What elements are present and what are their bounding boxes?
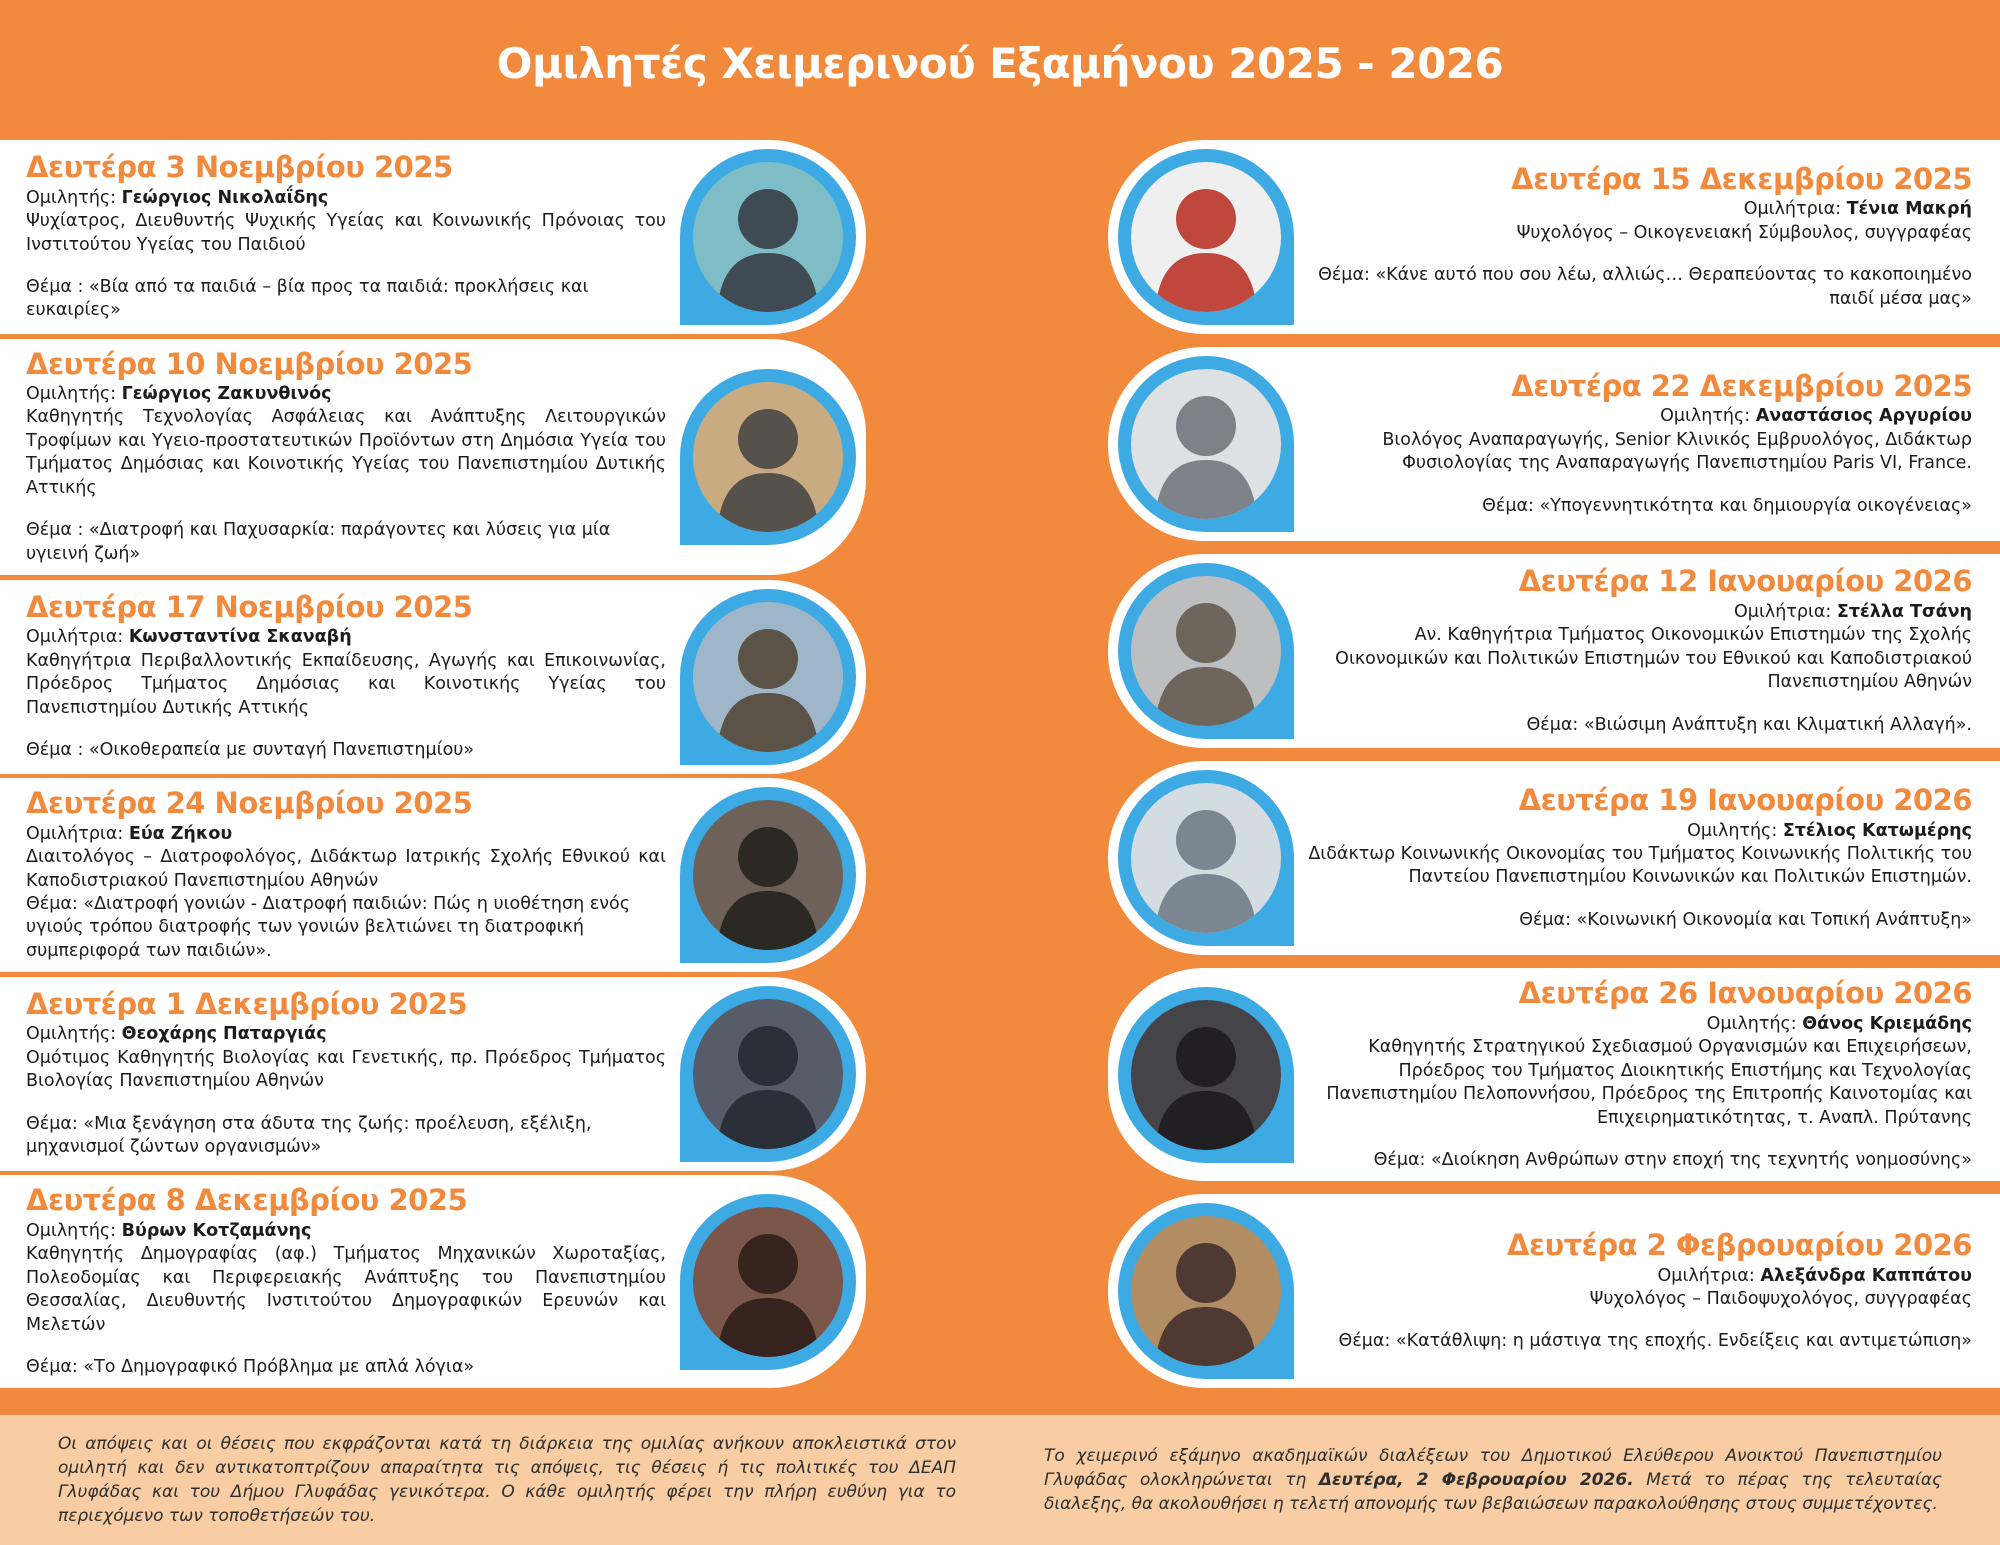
speaker-line: [1308, 405, 1972, 428]
speaker-label: Ομιλητής:: [1660, 406, 1751, 427]
lecture-date: Δευτέρα 26 Ιανουαρίου 2026: [1518, 976, 1972, 1011]
lecture-theme: Θέμα: «Διατροφή γονιών - Διατροφή παιδιών: Πώς η υιοθέτηση ενός υγιούς τρόπου διατροφής των γονιών βελτιώνει τη διατροφική συμπεριφορά των παιδιών».: [26, 893, 630, 961]
lecture-date: Δευτέρα 3 Νοεμβρίου 2025: [26, 150, 453, 185]
speaker-card: [0, 339, 866, 576]
speaker-bio: Καθηγητής Τεχνολογίας Ασφάλειας και Ανάπτυξης Λειτουργικών Τροφίμων και Υγειο-προστατευτικών Προϊόντων στη Δημόσια Υγεία του Τμήματος Δημόσιας και Κοινοτικής Υγείας του Πανεπιστημίου Δυτικής Αττικής: [26, 407, 666, 498]
person-silhouette-icon: [1131, 369, 1281, 519]
speaker-photo: [1131, 162, 1281, 312]
right-column: [1108, 140, 2000, 1389]
speaker-photo: [693, 602, 843, 752]
speaker-card-text: [1308, 370, 1972, 518]
lecture-date: Δευτέρα 8 Δεκεμβρίου 2025: [26, 1183, 468, 1218]
speaker-photo-bubble: [1118, 149, 1294, 325]
lecture-theme: Θέμα: «Κοινωνική Οικονομία και Τοπική Ανάπτυξη»: [1519, 909, 1972, 930]
speaker-bio: Βιολόγος Αναπαραγωγής, Senior Κλινικός Εμβρυολόγος, Διδάκτωρ Φυσιολογίας της Αναπαραγωγής Πανεπιστημίου Paris VI, France.: [1382, 429, 1972, 474]
speaker-photo: [693, 1207, 843, 1357]
lecture-theme: Θέμα : «Διατροφή και Παχυσαρκία: παράγοντες και λύσεις για μία υγιεινή ζωή»: [26, 520, 611, 564]
speaker-line: [1308, 198, 1972, 221]
speaker-card-text: [1308, 784, 1972, 932]
lecture-date: Δευτέρα 24 Νοεμβρίου 2025: [26, 786, 473, 821]
closing-note-part2: Μετά το πέρας της τελευταίας διαλεξης, θα ακολουθήσει η τελετή απονομής των βεβαιώσεων παρακολούθησης στους συμμετέχοντες.: [1044, 1469, 1942, 1514]
speaker-card: [0, 977, 866, 1171]
speaker-label: Ομιλητής:: [1687, 820, 1778, 841]
lecture-theme: Θέμα: «Κατάθλιψη: η μάστιγα της εποχής. Ενδείξεις και αντιμετώπιση»: [1338, 1331, 1972, 1352]
speaker-bio: Ψυχίατρος, Διευθυντής Ψυχικής Υγείας και Κοινωνικής Πρόνοιας του Ινστιτούτου Υγείας του Παιδιού: [26, 211, 666, 255]
closing-note-part1: Το χειμερινό εξάμηνο ακαδημαϊκών διαλέξεων του Δημοτικού Ελεύθερου Ανοικτού Πανεπιστημίου Γλυφάδας ολοκληρώνεται τη: [1044, 1445, 1942, 1490]
speaker-label: Ομιλήτρια:: [26, 627, 124, 648]
speaker-line: [26, 187, 666, 210]
speaker-card-text: [1308, 1229, 1972, 1354]
speaker-name: Γεώργιος Νικολαΐδης: [121, 187, 329, 208]
speaker-label: Ομιλητής:: [26, 1024, 117, 1045]
speaker-card: [0, 140, 866, 334]
speaker-line: [26, 626, 666, 649]
speaker-photo-bubble: [680, 1194, 856, 1370]
speaker-line: [26, 1220, 666, 1243]
speaker-bio: Ψυχολόγος – Παιδοψυχολόγος, συγγραφέας: [1589, 1289, 1972, 1309]
person-silhouette-icon: [693, 1207, 843, 1357]
speaker-photo-bubble: [680, 369, 856, 545]
speaker-photo: [1131, 1000, 1281, 1150]
lecture-theme: Θέμα: «Βιώσιμη Ανάπτυξη και Κλιματική Αλλαγή».: [1526, 714, 1972, 735]
lecture-date: Δευτέρα 12 Ιανουαρίου 2026: [1518, 564, 1972, 599]
lecture-theme: Θέμα: «Υπογεννητικότητα και δημιουργία οικογένειας»: [1482, 495, 1972, 516]
header-band: [0, 0, 2000, 126]
speaker-card: [1108, 347, 2000, 541]
speaker-line: [26, 823, 666, 846]
speaker-label: Ομιλήτρια:: [1743, 199, 1842, 220]
speaker-line: [1308, 820, 1972, 843]
speaker-photo: [1131, 1216, 1281, 1366]
person-silhouette-icon: [693, 162, 843, 312]
lecture-date: Δευτέρα 22 Δεκεμβρίου 2025: [1511, 368, 1972, 403]
speaker-photo-bubble: [1118, 563, 1294, 739]
speaker-label: Ομιλήτρια:: [26, 823, 124, 844]
speaker-label: Ομιλητής:: [26, 1220, 117, 1241]
person-silhouette-icon: [1131, 1000, 1281, 1150]
speaker-bio: Καθηγητής Στρατηγικού Σχεδιασμού Οργανισμών και Επιχειρήσεων, Πρόεδρος του Τμήματος Διοικητικής Επιστήμης και Τεχνολογίας Πανεπιστημίου Πελοποννήσου, Πρόεδρος της Επιτροπής Καινοτομίας και Επιχειρηματικότητας, τ. Αναπλ. Πρύτανης: [1326, 1037, 1972, 1128]
lecture-theme: Θέμα: «Μια ξενάγηση στα άδυτα της ζωής: προέλευση, εξέλιξη, μηχανισμοί ζώντων οργανισμών»: [26, 1113, 592, 1158]
lecture-theme: Θέμα : «Βία από τα παιδιά – βία προς τα παιδιά: προκλήσεις και ευκαιρίες»: [26, 276, 589, 321]
speaker-photo-bubble: [1118, 987, 1294, 1163]
person-silhouette-icon: [1131, 783, 1281, 933]
speaker-photo: [1131, 783, 1281, 933]
speaker-card-text: [1308, 977, 1972, 1172]
speaker-card: [0, 1175, 866, 1388]
speaker-line: [1308, 1013, 1972, 1036]
speaker-photo: [1131, 369, 1281, 519]
speaker-photo: [693, 999, 843, 1149]
person-silhouette-icon: [693, 602, 843, 752]
closing-note-bold-date: Δευτέρα, 2 Φεβρουαρίου 2026.: [1318, 1469, 1634, 1490]
speaker-name: Κωνσταντίνα Σκαναβή: [128, 627, 352, 648]
speaker-bio: Ψυχολόγος – Οικογενειακή Σύμβουλος, συγγραφέας: [1516, 222, 1972, 243]
speaker-photo: [693, 800, 843, 950]
speaker-name: Στέλιος Κατωμέρης: [1782, 820, 1972, 841]
closing-note: [1044, 1444, 1942, 1516]
speaker-name: Θάνος Κριεμάδης: [1802, 1013, 1972, 1034]
speaker-bio: Διδάκτωρ Κοινωνικής Οικονομίας του Τμήματος Κοινωνικής Πολιτικής του Παντείου Πανεπιστημίου Κοινωνικών και Πολιτικών Επιστημών.: [1308, 844, 1972, 888]
person-silhouette-icon: [693, 382, 843, 532]
speaker-label: Ομιλήτρια:: [1734, 601, 1832, 622]
speaker-card-text: [1308, 565, 1972, 737]
speaker-bio: Καθηγητής Δημογραφίας (αφ.) Τμήματος Μηχανικών Χωροταξίας, Πολεοδομίας και Περιφερειακής Ανάπτυξης του Πανεπιστημίου Θεσσαλίας, Διευθυντής Ινστιτούτου Δημογραφικών Ερευνών και Μελετών: [26, 1244, 666, 1335]
lecture-theme: Θέμα : «Οικοθεραπεία με συνταγή Πανεπιστημίου»: [26, 740, 475, 761]
speaker-line: [1308, 601, 1972, 624]
speaker-name: Εύα Ζήκου: [128, 823, 233, 844]
speaker-photo-bubble: [680, 589, 856, 765]
speaker-card: [0, 580, 866, 774]
speaker-photo-bubble: [680, 149, 856, 325]
speaker-photo-bubble: [680, 787, 856, 963]
speaker-name: Θεοχάρης Παταργιάς: [121, 1024, 327, 1045]
speaker-bio: Ομότιμος Καθηγητής Βιολογίας και Γενετικής, πρ. Πρόεδρος Τμήματος Βιολογίας Πανεπιστημίου Αθηνών: [26, 1047, 666, 1092]
speaker-line: [26, 383, 666, 406]
speaker-label: Ομιλήτρια:: [1657, 1265, 1755, 1286]
speaker-bio: Διαιτολόγος – Διατροφολόγος, Διδάκτωρ Ιατρικής Σχολής Εθνικού και Καποδιστριακού Πανεπιστημίου Αθηνών: [26, 847, 666, 891]
footer-band: [0, 1415, 2000, 1545]
speaker-name: Τένια Μακρή: [1846, 199, 1972, 220]
speaker-photo: [693, 382, 843, 532]
speaker-label: Ομιλητής:: [1706, 1013, 1797, 1034]
person-silhouette-icon: [1131, 1216, 1281, 1366]
speaker-label: Ομιλητής:: [26, 187, 117, 208]
person-silhouette-icon: [1131, 162, 1281, 312]
speaker-card: [1108, 1194, 2000, 1388]
speaker-photo: [1131, 576, 1281, 726]
speaker-card: [1108, 140, 2000, 334]
speaker-card: [0, 778, 866, 972]
speaker-bio: Αν. Καθηγήτρια Τμήματος Οικονομικών Επιστημών της Σχολής Οικονομικών και Πολιτικών Επιστημών του Εθνικού και Καποδιστριακού Πανεπιστημίου Αθηνών: [1335, 625, 1972, 693]
speaker-name: Στέλλα Τσάνη: [1836, 601, 1972, 622]
speaker-card-text: [26, 348, 666, 567]
left-column: [0, 140, 866, 1389]
speakers-grid: [0, 126, 2000, 1415]
speaker-line: [1308, 1265, 1972, 1288]
speaker-card: [1108, 968, 2000, 1181]
speaker-card: [1108, 761, 2000, 955]
lecture-theme: Θέμα: «Το Δημογραφικό Πρόβλημα με απλά λόγια»: [26, 1357, 475, 1378]
speaker-card-text: [26, 787, 666, 963]
speaker-photo: [693, 162, 843, 312]
speaker-name: Βύρων Κοτζαμάνης: [121, 1220, 312, 1241]
disclaimer-note: Οι απόψεις και οι θέσεις που εκφράζονται κατά τη διάρκεια της ομιλίας ανήκουν αποκλειστικά στον ομιλητή και δεν αντικατοπτρίζουν απαραίτητα τις απόψεις, τις θέσεις ή τις πολιτικές του ΔΕΑΠ Γλυφάδας και του Δήμου Γλυφάδας γενικότερα. Ο κάθε ομιλητής φέρει την πλήρη ευθύνη για το περιεχόμενο των τοποθετήσεών του.: [58, 1433, 956, 1526]
speaker-card-text: [26, 591, 666, 763]
lecture-theme: Θέμα: «Κάνε αυτό που σου λέω, αλλιώς… Θεραπεύοντας το κακοποιημένο παιδί μέσα μας»: [1318, 265, 1972, 309]
person-silhouette-icon: [693, 999, 843, 1149]
speaker-photo-bubble: [1118, 1203, 1294, 1379]
speaker-card-text: [26, 151, 666, 323]
person-silhouette-icon: [693, 800, 843, 950]
speaker-bio: Καθηγήτρια Περιβαλλοντικής Εκπαίδευσης, Αγωγής και Επικοινωνίας, Πρόεδρος Τμήματος Δημόσιας και Κοινοτικής Υγείας του Πανεπιστημίου Δυτικής Αττικής: [26, 650, 666, 718]
speaker-card: [1108, 554, 2000, 748]
speaker-photo-bubble: [680, 986, 856, 1162]
person-silhouette-icon: [1131, 576, 1281, 726]
speaker-photo-bubble: [1118, 356, 1294, 532]
speaker-name: Αλεξάνδρα Καππάτου: [1760, 1265, 1972, 1286]
speaker-line: [26, 1023, 666, 1046]
speaker-card-text: [26, 1184, 666, 1379]
speaker-label: Ομιλητής:: [26, 384, 117, 405]
lecture-date: Δευτέρα 2 Φεβρουαρίου 2026: [1507, 1228, 1972, 1263]
lecture-date: Δευτέρα 1 Δεκεμβρίου 2025: [26, 986, 468, 1021]
lecture-date: Δευτέρα 10 Νοεμβρίου 2025: [26, 346, 473, 381]
lecture-date: Δευτέρα 17 Νοεμβρίου 2025: [26, 589, 473, 624]
speaker-card-text: [26, 988, 666, 1160]
lecture-date: Δευτέρα 19 Ιανουαρίου 2026: [1518, 783, 1972, 818]
page-title: Ομιλητές Χειμερινού Εξαμήνου 2025 - 2026: [496, 38, 1504, 88]
speaker-photo-bubble: [1118, 770, 1294, 946]
speaker-name: Γεώργιος Ζακυνθινός: [121, 384, 332, 405]
speaker-card-text: [1308, 163, 1972, 311]
lecture-date: Δευτέρα 15 Δεκεμβρίου 2025: [1511, 161, 1972, 196]
speaker-name: Αναστάσιος Αργυρίου: [1755, 406, 1972, 427]
lecture-theme: Θέμα: «Διοίκηση Ανθρώπων στην εποχή της τεχνητής νοημοσύνης»: [1373, 1149, 1972, 1170]
